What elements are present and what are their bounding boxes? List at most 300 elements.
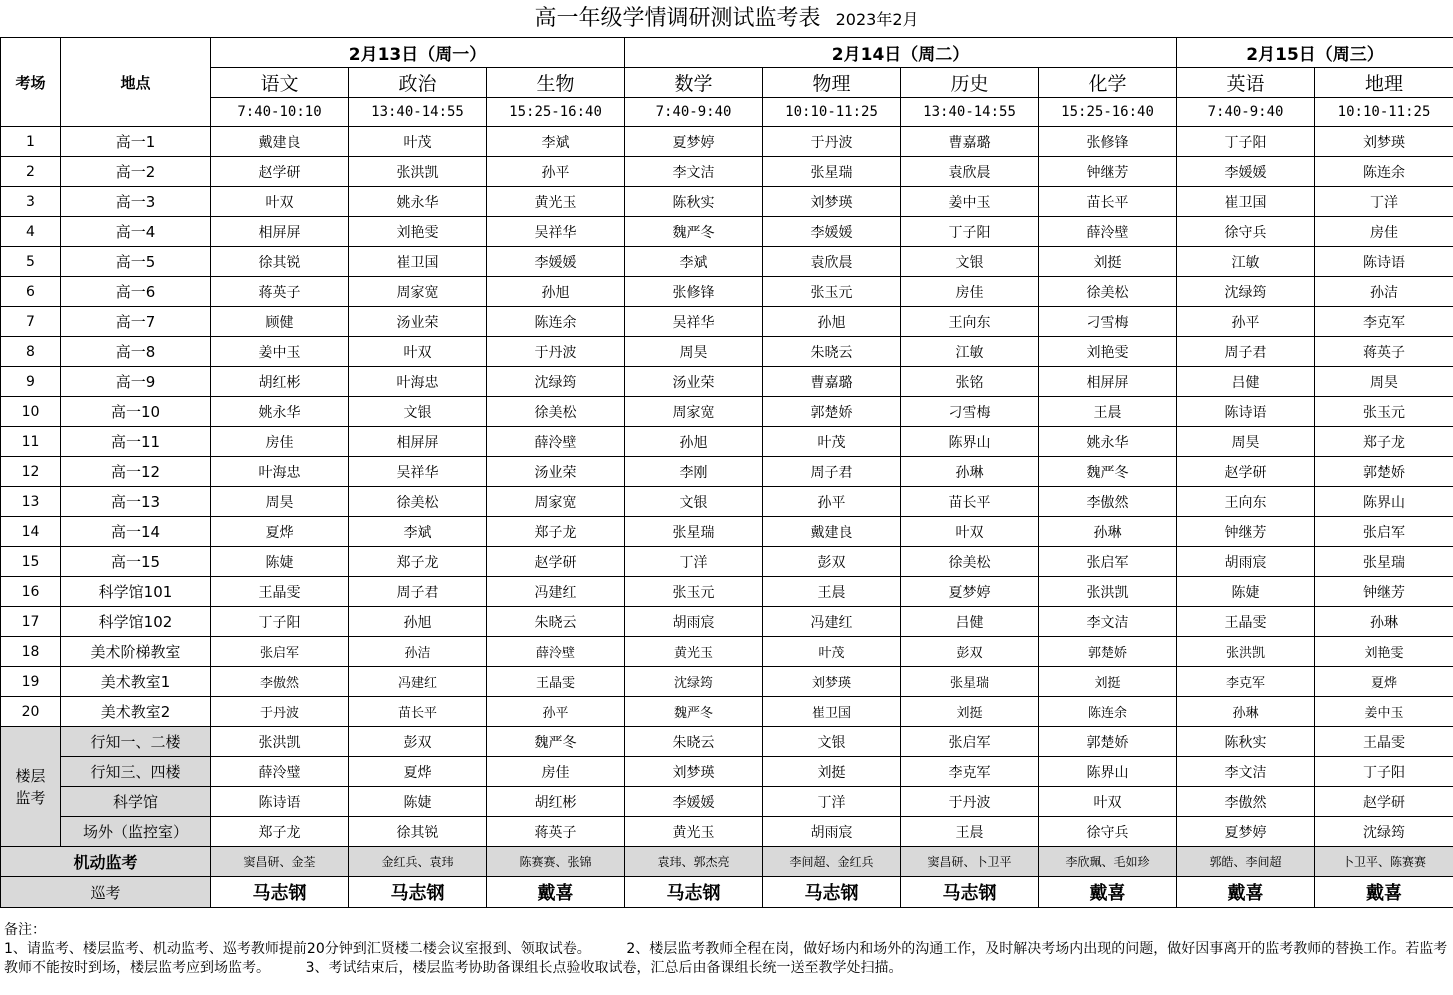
floor-location: 科学馆 [61,787,211,817]
room-location: 高一11 [61,427,211,457]
patrol-row [1,877,1453,908]
proctor-name: 周昊 [625,337,763,367]
proctor-name: 孙琳 [1177,697,1315,727]
proctor-name: 孙平 [763,487,901,517]
proctor-name: 徐其锐 [349,817,487,847]
room-location: 科学馆102 [61,607,211,637]
exam-room-row [1,157,1453,187]
floor-location: 行知三、四楼 [61,757,211,787]
proctor-name: 房佳 [487,757,625,787]
patrol-name: 马志钢 [901,877,1039,908]
proctor-name: 丁洋 [625,547,763,577]
subject-header: 历史 [901,68,1039,98]
proctor-name: 郭皓、李间超 [1177,847,1315,877]
room-number: 5 [1,247,61,277]
proctor-name: 李媛媛 [1177,157,1315,187]
proctor-name: 刘梦瑛 [763,667,901,697]
room-location: 高一7 [61,307,211,337]
proctor-name: 夏烨 [1315,667,1453,697]
proctor-name: 王晶雯 [1315,727,1453,757]
proctor-name: 郭楚娇 [1039,637,1177,667]
proctor-name: 于丹波 [487,337,625,367]
proctor-name: 张修锋 [1039,127,1177,157]
exam-room-row-split [1,697,1453,727]
proctor-name: 张启军 [901,727,1039,757]
room-number: 11 [1,427,61,457]
proctor-name: 张星瑞 [901,667,1039,697]
proctor-name: 袁玮、郭杰亮 [625,847,763,877]
proctor-name: 崔卫国 [1177,187,1315,217]
header-room: 考场 [1,38,61,127]
proctor-name: 陈连余 [487,307,625,337]
proctor-name: 崔卫国 [349,247,487,277]
proctor-name: 张铭 [901,367,1039,397]
room-location: 美术阶梯教室 [61,637,211,667]
proctor-name: 张星瑞 [625,517,763,547]
proctor-name: 夏梦婷 [625,127,763,157]
proctor-name: 刘梦瑛 [625,757,763,787]
proctor-name: 文银 [349,397,487,427]
exam-room-row [1,217,1453,247]
proctor-name: 卜卫平、陈赛赛 [1315,847,1453,877]
proctor-name: 周昊 [1315,367,1453,397]
proctor-name: 孙琳 [1039,517,1177,547]
proctor-name: 胡雨宸 [1177,547,1315,577]
day-header: 2月14日（周二） [625,38,1177,68]
exam-room-row [1,427,1453,457]
proctor-name: 姜中玉 [1315,697,1453,727]
proctor-name: 文银 [625,487,763,517]
proctor-name: 姜中玉 [211,337,349,367]
proctor-name: 袁欣晨 [763,247,901,277]
proctor-name: 李傲然 [1039,487,1177,517]
room-number: 16 [1,577,61,607]
time-header: 7:40-9:40 [625,98,763,127]
proctor-name: 叶双 [211,187,349,217]
proctor-name: 朱晓云 [487,607,625,637]
proctor-name: 姚永华 [349,187,487,217]
proctor-name: 房佳 [211,427,349,457]
proctor-name: 刘艳雯 [1039,337,1177,367]
proctor-name: 于丹波 [211,697,349,727]
proctor-name: 江敏 [901,337,1039,367]
proctor-name: 魏严冬 [487,727,625,757]
proctor-name: 李克军 [1177,667,1315,697]
proctor-name: 于丹波 [763,127,901,157]
proctor-name: 孙平 [1177,307,1315,337]
proctor-name: 张洪凯 [1177,637,1315,667]
proctor-name: 沈绿筠 [1315,817,1453,847]
proctor-name: 叶海忠 [349,367,487,397]
proctor-name: 戴建良 [211,127,349,157]
exam-room-row-split [1,667,1453,697]
floor-supervision-row [1,757,1453,787]
room-number: 1 [1,127,61,157]
proctor-name: 胡红彬 [211,367,349,397]
proctor-name: 吕健 [901,607,1039,637]
proctor-name: 江敏 [1177,247,1315,277]
proctor-name: 孙琳 [1315,607,1453,637]
proctor-name: 丁洋 [763,787,901,817]
page-title [0,0,1453,38]
proctor-name: 陈界山 [1039,757,1177,787]
room-location: 高一10 [61,397,211,427]
proctor-name: 张启军 [211,637,349,667]
proctor-name: 李媛媛 [487,247,625,277]
subject-header: 地理 [1315,68,1453,98]
proctor-name: 张玉元 [1315,397,1453,427]
room-location: 高一14 [61,517,211,547]
exam-room-row [1,187,1453,217]
proctor-name: 郭楚娇 [1039,727,1177,757]
proctor-name: 于丹波 [901,787,1039,817]
proctor-name: 周子君 [1177,337,1315,367]
proctor-name: 徐守兵 [1039,817,1177,847]
proctor-name: 丁子阳 [901,217,1039,247]
proctor-name: 姚永华 [211,397,349,427]
proctor-name: 相屏屏 [211,217,349,247]
proctor-name: 夏梦婷 [1177,817,1315,847]
room-location: 高一4 [61,217,211,247]
room-number: 18 [1,637,61,667]
proctor-name: 王晶雯 [1177,607,1315,637]
room-number: 2 [1,157,61,187]
room-location: 高一5 [61,247,211,277]
proctor-name: 魏严冬 [625,697,763,727]
proctor-name: 徐美松 [901,547,1039,577]
proctor-name: 张洪凯 [349,157,487,187]
proctor-name: 李克军 [1315,307,1453,337]
proctor-name: 陈诗语 [1177,397,1315,427]
proctor-name: 王晶雯 [487,667,625,697]
proctor-name: 周昊 [1177,427,1315,457]
proctor-name: 赵学研 [487,547,625,577]
proctor-name: 胡红彬 [487,787,625,817]
proctor-name: 冯建红 [487,577,625,607]
proctor-name: 周家宽 [625,397,763,427]
proctor-name: 戴建良 [763,517,901,547]
exam-room-row [1,367,1453,397]
proctor-name: 文银 [901,247,1039,277]
proctor-name: 张启军 [1039,547,1177,577]
time-header: 10:10-11:25 [763,98,901,127]
proctor-name: 李文洁 [1177,757,1315,787]
proctor-name: 丁子阳 [1315,757,1453,787]
proctor-name: 刘挺 [763,757,901,787]
patrol-name: 马志钢 [211,877,349,908]
subject-header: 数学 [625,68,763,98]
proctor-name: 徐美松 [487,397,625,427]
proctor-name: 孙旭 [487,277,625,307]
proctor-name: 赵学研 [1177,457,1315,487]
header-location: 地点 [61,38,211,127]
subject-header: 英语 [1177,68,1315,98]
patrol-name: 戴喜 [487,877,625,908]
room-number: 12 [1,457,61,487]
proctor-name: 刘艳雯 [1315,637,1453,667]
proctor-name: 朱晓云 [763,337,901,367]
room-location: 高一3 [61,187,211,217]
time-header: 7:40-10:10 [211,98,349,127]
proctor-name: 张启军 [1315,517,1453,547]
proctor-name: 叶海忠 [211,457,349,487]
proctor-name: 赵学研 [1315,787,1453,817]
mobile-supervision-label: 机动监考 [1,847,211,877]
proctor-name: 叶双 [349,337,487,367]
room-number: 17 [1,607,61,637]
proctor-name: 丁洋 [1315,187,1453,217]
room-number: 20 [1,697,61,727]
proctor-name: 夏梦婷 [901,577,1039,607]
proctor-name: 薛泠璧 [211,757,349,787]
proctor-name: 张星瑞 [1315,547,1453,577]
proctor-name: 周昊 [211,487,349,517]
room-number: 7 [1,307,61,337]
proctor-name: 陈秋实 [625,187,763,217]
proctor-name: 郭楚娇 [763,397,901,427]
title-main: 高一年级学情调研测试监考表 [534,6,821,31]
proctor-name: 张修锋 [625,277,763,307]
proctor-name: 王晨 [901,817,1039,847]
subject-header: 语文 [211,68,349,98]
header-row-times [1,98,1453,127]
exam-room-row [1,307,1453,337]
proctor-name: 李文洁 [625,157,763,187]
room-location: 高一9 [61,367,211,397]
proctor-name: 夏烨 [211,517,349,547]
proctor-name: 李斌 [349,517,487,547]
proctor-name: 陈秋实 [1177,727,1315,757]
notes-text: 1、请监考、楼层监考、机动监考、巡考教师提前20分钟到汇贤楼二楼会议室报到、领取试卷。 2、楼层监考教师全程在岗，做好场内和场外的沟通工作，及时解决考场内出现的问题，做好因事离开的监考教师的替换工作。若监考教师不能按时到场，楼层监考应到场监考。 3、考试结束后，楼层监考协助备课组长点验收取试卷，汇总后由备课组长统一送至教学处扫描。 [4,941,1448,976]
proctor-name: 张玉元 [625,577,763,607]
proctor-name: 彭双 [763,547,901,577]
patrol-name: 马志钢 [625,877,763,908]
subject-header: 物理 [763,68,901,98]
day-header: 2月13日（周一） [211,38,625,68]
proctor-name: 吕健 [1177,367,1315,397]
exam-room-row [1,547,1453,577]
proctor-name: 叶茂 [763,637,901,667]
proctor-name: 张星瑞 [763,157,901,187]
proctor-name: 李斌 [487,127,625,157]
proctor-name: 李媛媛 [625,787,763,817]
proctor-name: 苗长平 [1039,187,1177,217]
proctor-name: 曹嘉璐 [901,127,1039,157]
room-number: 10 [1,397,61,427]
proctor-name: 陈连余 [1315,157,1453,187]
room-location: 美术教室2 [61,697,211,727]
exam-room-row [1,277,1453,307]
proctor-name: 文银 [763,727,901,757]
proctor-name: 魏严冬 [1039,457,1177,487]
proctor-name: 郑子龙 [1315,427,1453,457]
proctor-name: 刘艳雯 [349,217,487,247]
room-number: 4 [1,217,61,247]
header-row-days [1,38,1453,68]
proctor-name: 陈婕 [349,787,487,817]
room-location: 高一15 [61,547,211,577]
proctor-name: 薛泠壁 [487,427,625,457]
subject-header: 生物 [487,68,625,98]
proctor-name: 李斌 [625,247,763,277]
room-number: 8 [1,337,61,367]
proctor-name: 郑子龙 [349,547,487,577]
proctor-name: 相屏屏 [349,427,487,457]
proctor-name: 周子君 [349,577,487,607]
proctor-name: 沈绿筠 [487,367,625,397]
proctor-name: 窦昌研、金荃 [211,847,349,877]
room-location: 高一12 [61,457,211,487]
proctor-name: 陈连余 [1039,697,1177,727]
exam-room-row [1,577,1453,607]
proctor-name: 薛泠壁 [487,637,625,667]
proctor-name: 李媛媛 [763,217,901,247]
proctor-name: 苗长平 [901,487,1039,517]
notes-heading: 备注： [4,922,46,938]
day-header: 2月15日（周三） [1177,38,1453,68]
proctor-name: 姜中玉 [901,187,1039,217]
time-header: 10:10-11:25 [1315,98,1453,127]
patrol-name: 戴喜 [1039,877,1177,908]
room-location: 高一6 [61,277,211,307]
proctor-name: 钟继芳 [1177,517,1315,547]
proctor-name: 孙洁 [1315,277,1453,307]
proctor-name: 朱晓云 [625,727,763,757]
proctor-name: 吴祥华 [487,217,625,247]
proctor-name: 蒋英子 [1315,337,1453,367]
floor-supervision-label: 楼层 监考 [1,727,61,847]
proctor-name: 刘挺 [1039,247,1177,277]
proctor-name: 袁欣晨 [901,157,1039,187]
exam-room-row [1,457,1453,487]
proctor-name: 顾健 [211,307,349,337]
proctor-name: 张洪凯 [1039,577,1177,607]
proctor-name: 李克军 [901,757,1039,787]
proctor-name: 王晶雯 [211,577,349,607]
room-location: 科学馆101 [61,577,211,607]
proctor-name: 刁雪梅 [901,397,1039,427]
proctor-name: 彭双 [349,727,487,757]
title-date: 2023年2月 [835,10,919,29]
exam-room-row [1,607,1453,637]
proctor-name: 曹嘉璐 [763,367,901,397]
proctor-name: 陈诗语 [1315,247,1453,277]
proctor-name: 苗长平 [349,697,487,727]
exam-room-row [1,397,1453,427]
floor-supervision-row [1,727,1453,757]
room-number: 6 [1,277,61,307]
proctor-name: 薛泠壁 [1039,217,1177,247]
time-header: 13:40-14:55 [349,98,487,127]
proctor-name: 姚永华 [1039,427,1177,457]
proctor-name: 刘挺 [1039,667,1177,697]
room-location: 高一8 [61,337,211,367]
proctor-name: 李欣珮、毛如珍 [1039,847,1177,877]
room-number: 13 [1,487,61,517]
proctor-name: 房佳 [901,277,1039,307]
proctor-name: 孙琳 [901,457,1039,487]
room-number: 14 [1,517,61,547]
proctor-name: 陈界山 [901,427,1039,457]
proctor-name: 黄光玉 [625,817,763,847]
floor-supervision-row [1,817,1453,847]
proctor-name: 郑子龙 [211,817,349,847]
proctor-name: 汤业荣 [625,367,763,397]
proctor-name: 彭双 [901,637,1039,667]
proctor-name: 陈婕 [211,547,349,577]
proctor-name: 周家宽 [349,277,487,307]
room-location: 美术教室1 [61,667,211,697]
proctor-name: 孙洁 [349,637,487,667]
exam-room-row [1,487,1453,517]
room-number: 15 [1,547,61,577]
exam-room-row [1,337,1453,367]
proctor-name: 叶双 [1039,787,1177,817]
proctor-name: 张玉元 [763,277,901,307]
proctor-name: 陈赛赛、张锦 [487,847,625,877]
proctor-name: 周子君 [763,457,901,487]
proctor-name: 黄光玉 [487,187,625,217]
proctor-name: 周家宽 [487,487,625,517]
proctor-name: 陈婕 [1177,577,1315,607]
proctor-name: 相屏屏 [1039,367,1177,397]
exam-room-row [1,517,1453,547]
subject-header: 政治 [349,68,487,98]
room-location: 高一2 [61,157,211,187]
proctor-name: 刁雪梅 [1039,307,1177,337]
proctor-name: 蒋英子 [487,817,625,847]
proctor-name: 李刚 [625,457,763,487]
proctor-name: 孙平 [487,157,625,187]
proctor-name: 陈界山 [1315,487,1453,517]
proctor-name: 王晨 [763,577,901,607]
proctor-name: 赵学研 [211,157,349,187]
proctor-name: 蒋英子 [211,277,349,307]
header-row-subjects [1,68,1453,98]
proctor-name: 徐美松 [349,487,487,517]
mobile-supervision-row [1,847,1453,877]
proctor-name: 吴祥华 [349,457,487,487]
exam-room-row-split [1,637,1453,667]
subject-header: 化学 [1039,68,1177,98]
proctor-name: 徐美松 [1039,277,1177,307]
schedule-table [0,37,1453,908]
proctor-name: 王向东 [901,307,1039,337]
proctor-name: 李傲然 [1177,787,1315,817]
proctor-name: 刘挺 [901,697,1039,727]
proctor-name: 沈绿筠 [1177,277,1315,307]
proctor-name: 窦昌研、卜卫平 [901,847,1039,877]
patrol-label: 巡考 [1,877,211,908]
proctor-name: 冯建红 [349,667,487,697]
proctor-name: 徐守兵 [1177,217,1315,247]
proctor-name: 李间超、金红兵 [763,847,901,877]
proctor-name: 郭楚娇 [1315,457,1453,487]
proctor-name: 李傲然 [211,667,349,697]
notes [4,921,1448,978]
proctor-name: 叶双 [901,517,1039,547]
proctor-name: 胡雨宸 [625,607,763,637]
proctor-name: 叶茂 [763,427,901,457]
proctor-name: 金红兵、袁玮 [349,847,487,877]
floor-location: 行知一、二楼 [61,727,211,757]
floor-supervision-row [1,787,1453,817]
proctor-name: 冯建红 [763,607,901,637]
proctor-name: 王向东 [1177,487,1315,517]
proctor-name: 李文洁 [1039,607,1177,637]
proctor-name: 钟继芳 [1039,157,1177,187]
proctor-name: 崔卫国 [763,697,901,727]
